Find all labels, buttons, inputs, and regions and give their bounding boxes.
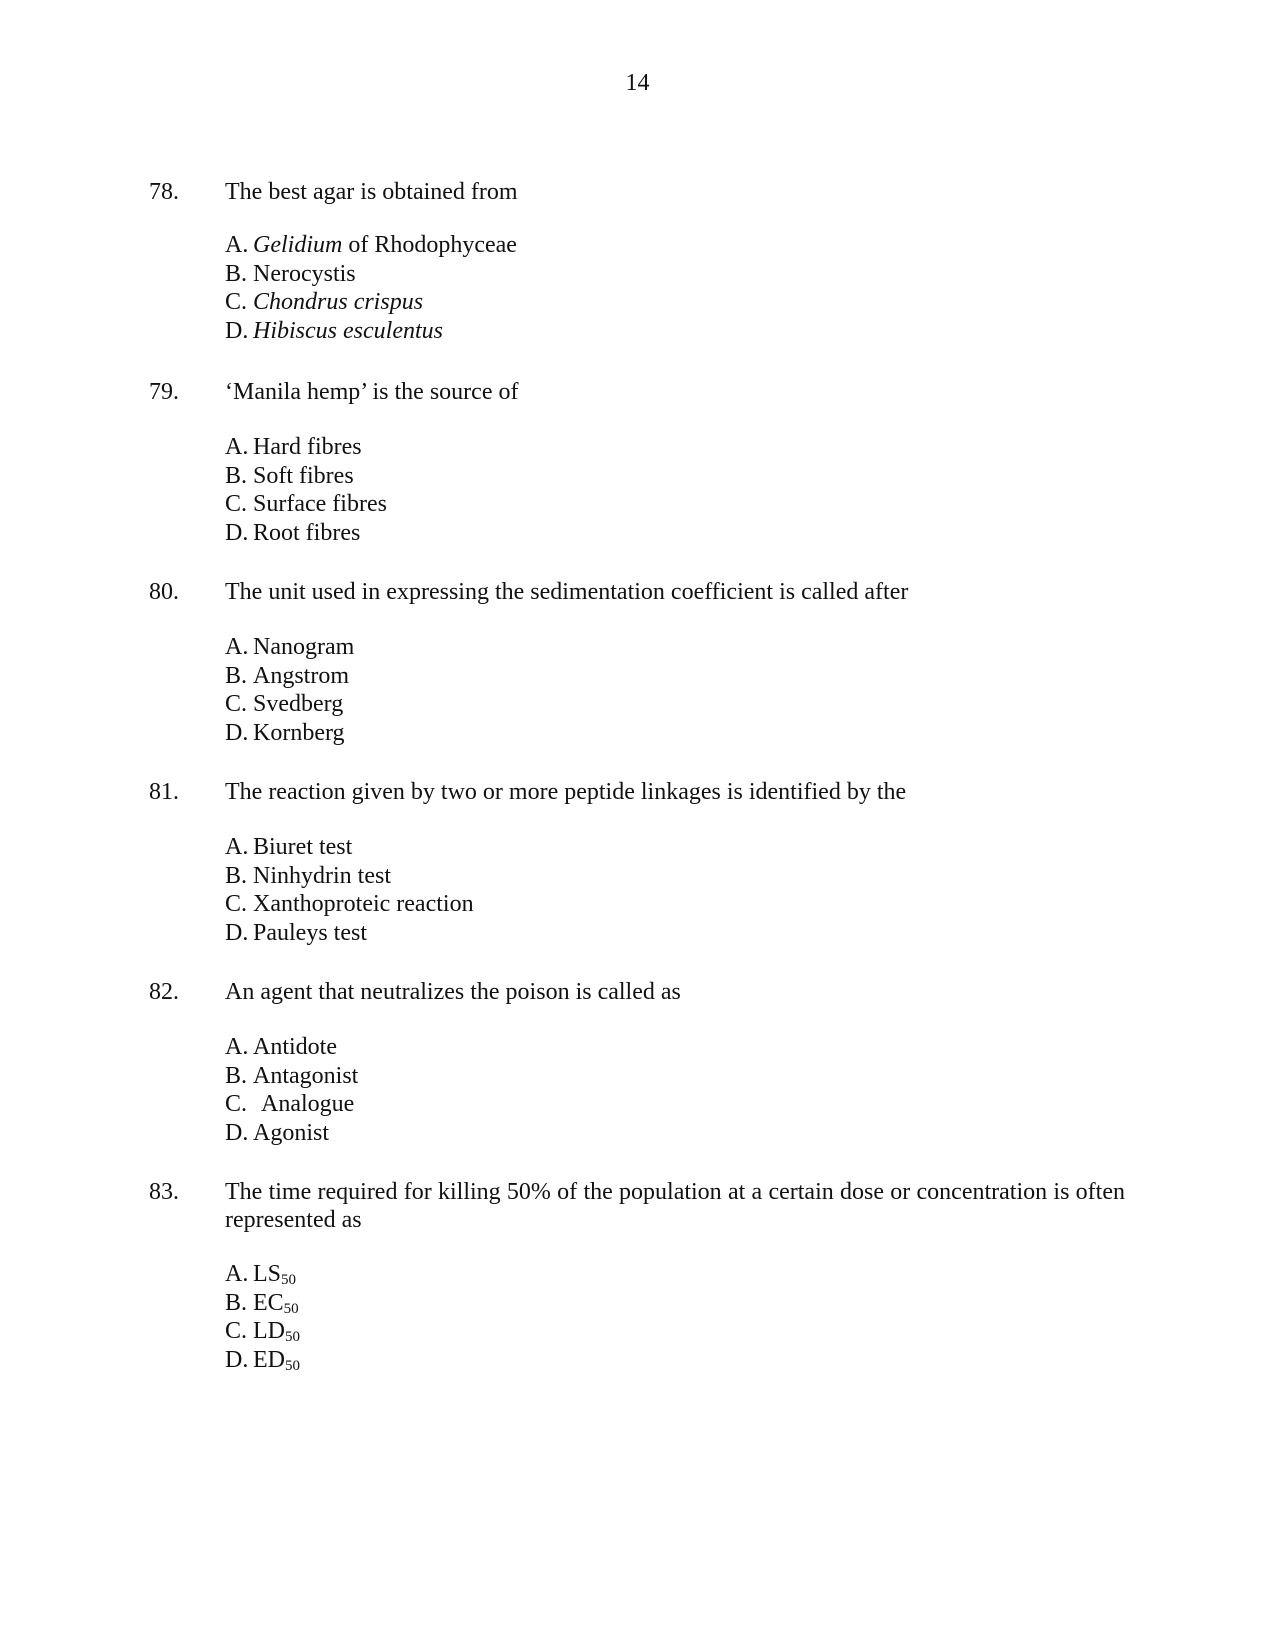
option-text: Kornberg bbox=[253, 720, 345, 747]
option-text: of Rhodophyceae bbox=[342, 232, 517, 258]
option-a bbox=[225, 833, 474, 862]
option-text: Root fibres bbox=[253, 520, 361, 547]
option-subscript: 50 bbox=[283, 1300, 299, 1317]
question-number: 81. bbox=[149, 779, 179, 805]
option-list bbox=[225, 633, 354, 748]
option-d bbox=[225, 719, 354, 748]
option-d bbox=[225, 1119, 358, 1148]
question-number: 79. bbox=[149, 379, 179, 405]
option-a bbox=[225, 433, 387, 462]
option-letter: B. bbox=[225, 462, 248, 489]
option-text: Antidote bbox=[253, 1034, 337, 1060]
option-letter: C. bbox=[225, 491, 248, 518]
option-text: Svedberg bbox=[253, 691, 344, 718]
option-b bbox=[225, 662, 354, 691]
option-letter: D. bbox=[225, 1347, 249, 1374]
option-c bbox=[225, 890, 474, 919]
question-text: An agent that neutralizes the poison is called as bbox=[225, 979, 681, 1005]
option-c bbox=[225, 1090, 358, 1119]
option-list bbox=[225, 231, 517, 346]
option-text: Ninhydrin test bbox=[253, 862, 391, 889]
option-text: Pauleys test bbox=[253, 920, 367, 947]
option-d bbox=[225, 1346, 300, 1375]
question-text: The best agar is obtained from bbox=[225, 179, 518, 205]
option-text: Biuret test bbox=[253, 834, 353, 860]
option-italic-text: Hibiscus esculentus bbox=[253, 318, 443, 345]
option-subscript: 50 bbox=[285, 1358, 300, 1375]
option-text: ED bbox=[253, 1347, 285, 1374]
option-letter: A. bbox=[225, 634, 249, 660]
option-letter: C. bbox=[225, 289, 248, 316]
option-text: LD bbox=[253, 1318, 285, 1345]
option-letter: C. bbox=[225, 891, 248, 918]
option-list bbox=[225, 433, 387, 548]
option-d bbox=[225, 317, 517, 346]
option-list bbox=[225, 1260, 300, 1375]
question-number: 83. bbox=[149, 1179, 179, 1205]
option-b bbox=[225, 1062, 358, 1091]
option-letter: D. bbox=[225, 318, 249, 345]
option-letter: C. bbox=[225, 1318, 248, 1345]
option-letter: C. bbox=[225, 691, 248, 718]
option-a bbox=[225, 633, 354, 662]
option-text: Nerocystis bbox=[253, 260, 356, 287]
option-letter: A. bbox=[225, 232, 249, 258]
option-letter: D. bbox=[225, 520, 249, 547]
option-italic-text: Gelidium bbox=[253, 232, 343, 258]
option-a bbox=[225, 1033, 358, 1062]
option-letter: B. bbox=[225, 1062, 248, 1089]
option-b bbox=[225, 862, 474, 891]
option-text: Surface fibres bbox=[253, 491, 387, 518]
question-text: The time required for killing 50% of the population at a certain dose or concentration is often represented as bbox=[225, 1179, 1125, 1233]
option-text: Xanthoproteic reaction bbox=[253, 891, 474, 918]
option-letter: A. bbox=[225, 834, 249, 860]
question-text: The unit used in expressing the sedimentation coefficient is called after bbox=[225, 579, 909, 605]
question-number: 82. bbox=[149, 979, 179, 1005]
option-b bbox=[225, 462, 387, 491]
option-text: LS bbox=[253, 1261, 282, 1287]
option-text: EC bbox=[253, 1289, 284, 1316]
question-number: 80. bbox=[149, 579, 179, 605]
option-b bbox=[225, 1289, 300, 1318]
option-subscript: 50 bbox=[281, 1272, 297, 1288]
option-text: Soft fibres bbox=[253, 462, 354, 489]
question-number: 78. bbox=[149, 179, 179, 205]
option-letter: D. bbox=[225, 920, 249, 947]
option-b bbox=[225, 260, 517, 289]
option-text: Angstrom bbox=[253, 662, 349, 689]
option-c bbox=[225, 490, 387, 519]
option-text: Analogue bbox=[261, 1091, 355, 1118]
option-c bbox=[225, 288, 517, 317]
option-subscript: 50 bbox=[285, 1329, 300, 1346]
option-text: Antagonist bbox=[253, 1062, 359, 1089]
option-letter: C. bbox=[225, 1091, 248, 1118]
option-letter: D. bbox=[225, 720, 249, 747]
option-letter: B. bbox=[225, 1289, 248, 1316]
option-c bbox=[225, 690, 354, 719]
option-letter: B. bbox=[225, 662, 248, 689]
option-letter: B. bbox=[225, 862, 248, 889]
question-text: ‘Manila hemp’ is the source of bbox=[225, 379, 519, 405]
option-text: Nanogram bbox=[253, 634, 355, 660]
question-text: The reaction given by two or more peptide linkages is identified by the bbox=[225, 779, 907, 805]
option-letter: B. bbox=[225, 260, 248, 287]
option-a bbox=[225, 231, 517, 260]
option-letter: A. bbox=[225, 1261, 249, 1287]
option-text: Hard fibres bbox=[253, 434, 362, 460]
option-list bbox=[225, 1033, 358, 1148]
option-letter: D. bbox=[225, 1120, 249, 1147]
option-letter: A. bbox=[225, 434, 249, 460]
page-number: 14 bbox=[625, 70, 650, 96]
option-c bbox=[225, 1317, 300, 1346]
option-italic-text: Chondrus crispus bbox=[253, 289, 424, 316]
option-list bbox=[225, 833, 474, 948]
option-letter: A. bbox=[225, 1034, 249, 1060]
option-d bbox=[225, 519, 387, 548]
option-d bbox=[225, 919, 474, 948]
option-a bbox=[225, 1260, 300, 1289]
option-text: Agonist bbox=[253, 1120, 330, 1147]
